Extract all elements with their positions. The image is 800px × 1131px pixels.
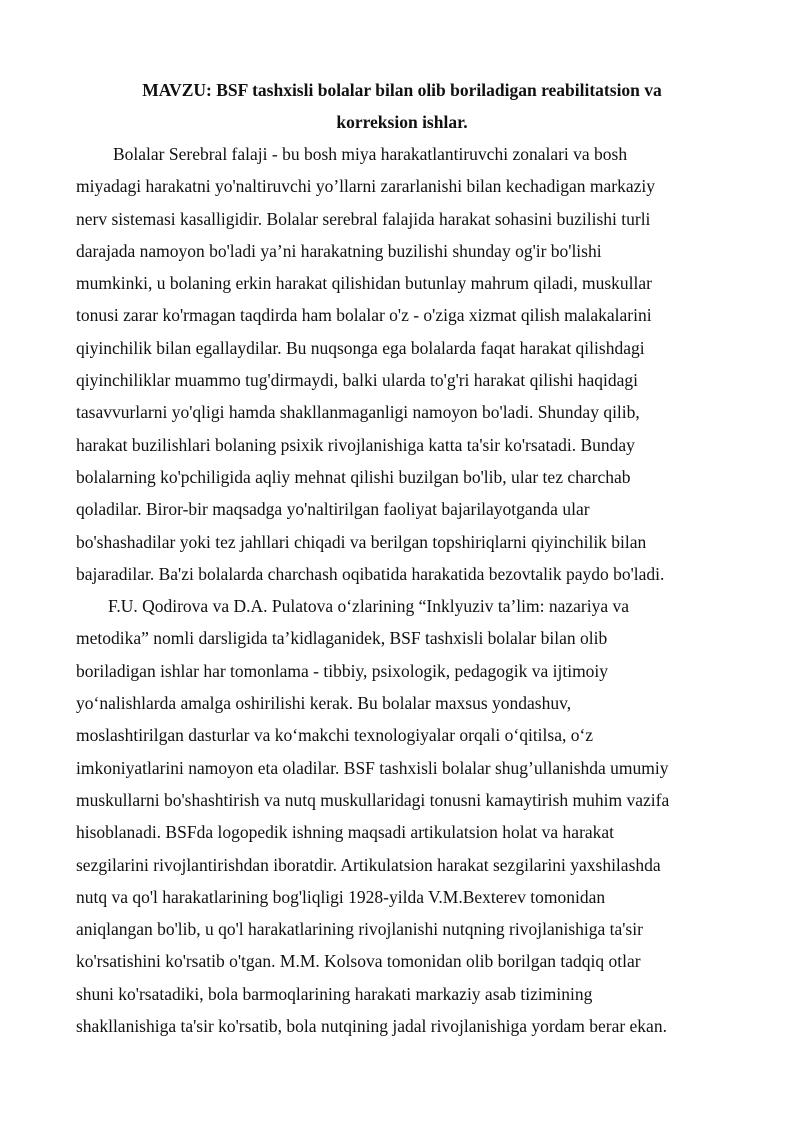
text-line: qiyinchilik bilan egallaydilar. Bu nuqsonga ega bolalarda faqat harakat qilishdagi	[76, 337, 645, 358]
text-line: bolalarning ko'pchiligida aqliy mehnat qilishi buzilgan bo'lib, ular tez charchab	[76, 466, 631, 487]
text-line: tasavvurlarni yo'qligi hamda shakllanmaganligi namoyon bo'ladi. Shunday qilib,	[76, 402, 640, 423]
text-line: tonusi zarar ko'rmagan taqdirda ham bolalar o'z - o'ziga xizmat qilish malakalarini	[76, 305, 652, 326]
text-line: nerv sistemasi kasalligidir. Bolalar serebral falajida harakat sohasini buzilishi turli	[76, 208, 651, 229]
text-line: shakllanishiga ta'sir ko'rsatib, bola nutqining jadal rivojlanishiga yordam berar ekan.	[76, 1016, 667, 1037]
text-line: muskullarni bo'shashtirish va nutq muskullaridagi tonusni kamaytirish muhim vazifa	[76, 789, 670, 810]
text-line: qiyinchiliklar muammo tug'dirmaydi, balki ularda to'g'ri harakat qilishi haqidagi	[76, 370, 639, 391]
text-line: nutq va qo'l harakatlarining bog'liqligi 1928-yilda V.M.Bexterev tomonidan	[76, 886, 606, 907]
text-line: moslashtirilgan dasturlar va ko‘makchi texnologiyalar orqali o‘qitilsa, o‘z	[76, 725, 594, 746]
text-line: F.U. Qodirova va D.A. Pulatova o‘zlarining “Inklyuziv ta’lim: nazariya va	[108, 596, 630, 617]
text-line: harakat buzilishlari bolaning psixik rivojlanishiga katta ta'sir ko'rsatadi. Bunday	[76, 434, 635, 455]
text-line: hisoblanadi. BSFda logopedik ishning maqsadi artikulatsion holat va harakat	[76, 822, 615, 843]
text-line: Bolalar Serebral falaji - bu bosh miya harakatlantiruvchi zonalari va bosh	[113, 144, 628, 164]
paragraph-2	[76, 590, 728, 1042]
title-line: korreksion ishlar.	[336, 112, 468, 132]
text-line: ko'rsatishini ko'rsatib o'tgan. M.M. Kolsova tomonidan olib borilgan tadqiq otlar	[76, 951, 641, 972]
text-line: darajada namoyon bo'ladi ya’ni harakatning buzilishi shunday og'ir bo'lishi	[76, 240, 602, 261]
text-line: metodika” nomli darsligida ta’kidlaganidek, BSF tashxisli bolalar bilan olib	[76, 628, 608, 649]
title-line: MAVZU: BSF tashxisli bolalar bilan olib boriladigan reabilitatsion va	[142, 80, 662, 100]
text-line: sezgilarini rivojlantirishdan iboratdir. Artikulatsion harakat sezgilarini yaxshilashda	[76, 854, 661, 875]
text-line: qoladilar. Biror-bir maqsadga yo'naltirilgan faoliyat bajarilayotganda ular	[76, 499, 590, 520]
text-line: miyadagi harakatni yo'naltiruvchi yo’llarni zararlanishi bilan kechadigan markaziy	[76, 176, 655, 197]
text-line: mumkinki, u bolaning erkin harakat qilishidan butunlay mahrum qiladi, muskullar	[76, 273, 652, 294]
text-line: yo‘nalishlarda amalga oshirilishi kerak. Bu bolalar maxsus yondashuv,	[76, 693, 572, 714]
text-line: bo'shashadilar yoki tez jahllari chiqadi va berilgan topshiriqlarni qiyinchilik bilan	[76, 531, 647, 552]
text-line: aniqlangan bo'lib, u qo'l harakatlarining rivojlanishi nutqning rivojlanishiga ta'sir	[76, 919, 643, 940]
document-title	[76, 74, 728, 138]
text-line: boriladigan ishlar har tomonlama - tibbiy, psixologik, pedagogik va ijtimoiy	[76, 660, 609, 681]
text-line: bajaradilar. Ba'zi bolalarda charchash oqibatida harakatida bezovtalik paydo bo'ladi.	[76, 563, 665, 584]
document-body	[76, 138, 728, 1042]
text-line: imkoniyatlarini namoyon eta oladilar. BSF tashxisli bolalar shug’ullanishda umumiy	[76, 757, 669, 778]
text-line: shuni ko'rsatadiki, bola barmoqlarining harakati markaziy asab tizimining	[76, 983, 593, 1004]
paragraph-1	[76, 138, 728, 590]
